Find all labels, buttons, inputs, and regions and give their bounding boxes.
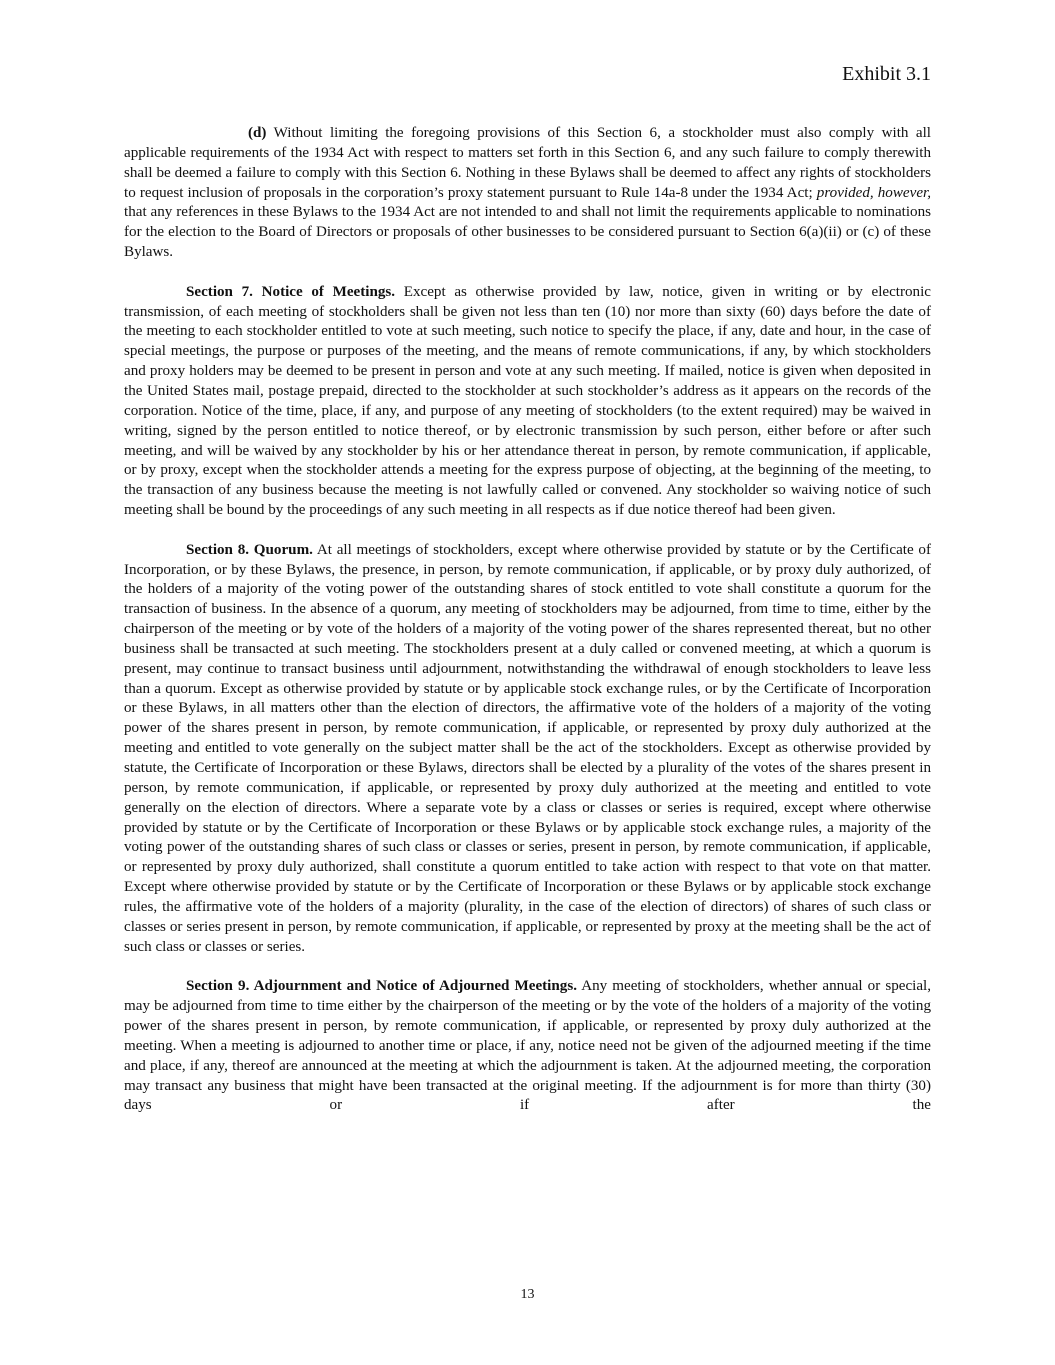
page-number: 13 bbox=[520, 1287, 535, 1302]
section-7-paragraph bbox=[124, 283, 931, 521]
paragraph-d-label: (d) bbox=[248, 125, 267, 141]
section-7-text: Except as otherwise provided by law, notice, given in writing or by electronic transmission, of each meeting of stockholders shall be given not less than ten (10) nor more than sixty (60) days before the date of the meeting to each stockholder entitled to vote at such meeting, such notice to specify the place, if any, date and hour, in the case of special meetings, the purpose or purposes of the meeting, and the means of remote communications, if any, by which stockholders and proxy holders may be deemed to be present in person and vote at any such meeting. If mailed, notice is given when deposited in the United States mail, postage prepaid, directed to the stockholder at such stockholder’s address as it appears on the records of the corporation. Notice of the time, place, if any, and purpose of any meeting of stockholders (to the extent required) may be waived in writing, signed by the person entitled to notice thereof, or by electronic transmission by such person, either before or after such meeting, and will be waived by any stockholder by his or her attendance thereat in person, by remote communication, if applicable, or by proxy, except when the stockholder attends a meeting for the express purpose of objecting, at the beginning of the meeting, to the transaction of any business because the meeting is not lawfully called or convened. Any stockholder so waiving notice of such meeting shall be bound by the proceedings of any such meeting in all respects as if due notice thereof had been given. bbox=[124, 283, 931, 519]
section-8-heading: Section 8. Quorum. bbox=[186, 541, 313, 558]
section-9-text: Any meeting of stockholders, whether annual or special, may be adjourned from time to time either by the chairperson of the meeting or by the vote of the holders of a majority of the voting power of the shares present in person, by remote communication, if applicable, or represented by proxy duly authorized at the meeting. When a meeting is adjourned to another time or place, if any, notice need not be given of the adjourned meeting if the time and place, if any, thereof are announced at the meeting at which the adjournment is taken. At the adjourned meeting, the corporation may transact any business that might have been transacted at the original meeting. If the adjournment is for more than thirty (30) days or if after the bbox=[124, 978, 931, 1114]
document-body bbox=[124, 124, 931, 1136]
section-8-text: At all meetings of stockholders, except where otherwise provided by statute or by the Certificate of Incorporation, or by these Bylaws, the presence, in person, by remote communication, if applicable, or by proxy duly authorized, of the holders of a majority of the voting power of the outstanding shares of stock entitled to vote shall constitute a quorum for the transaction of business. In the absence of a quorum, any meeting of stockholders may be adjourned, from time to time, either by the chairperson of the meeting or by vote of the holders of a majority of the voting power of the shares represented thereat, but no other business shall be transacted at such meeting. The stockholders present at a duly called or convened meeting, at which a quorum is present, may continue to transact business until adjournment, notwithstanding the withdrawal of enough stockholders to leave less than a quorum. Except as otherwise provided by statute or by applicable stock exchange rules, or by the Certificate of Incorporation or these Bylaws, in all matters other than the election of directors, the affirmative vote of the holders of a majority of the voting power of the shares present in person, by remote communication, if applicable, or represented by proxy duly authorized at the meeting and entitled to vote generally on the subject matter shall be the act of the stockholders. Except as otherwise provided by statute, the Certificate of Incorporation or these Bylaws, directors shall be elected by a plurality of the votes of the shares present in person, by remote communication, if applicable, or represented by proxy duly authorized at the meeting and entitled to vote generally on the election of directors. Where a separate vote by a class or classes or series is required, except where otherwise provided by statute or by the Certificate of Incorporation or these Bylaws or by applicable stock exchange rules, a majority of the voting power of the outstanding shares of such class or classes or series, present in person, by remote communication, if applicable, or represented by proxy duly authorized, shall constitute a quorum entitled to take action with respect to that vote on that matter. Except where otherwise provided by statute or by the Certificate of Incorporation or these Bylaws or by applicable stock exchange rules, the affirmative vote of the holders of a majority (plurality, in the case of the election of directors) of shares of such class or classes or series present in person, by remote communication, if applicable, or represented by proxy at the meeting shall be the act of such class or classes or series. bbox=[124, 541, 931, 955]
paragraph-d bbox=[124, 124, 931, 263]
section-9-paragraph bbox=[124, 977, 931, 1116]
exhibit-label: Exhibit 3.1 bbox=[842, 63, 931, 85]
paragraph-d-italic: provided, however, bbox=[816, 184, 931, 201]
section-7-heading: Section 7. Notice of Meetings. bbox=[186, 283, 396, 300]
section-9-heading: Section 9. Adjournment and Notice of Adjourned Meetings. bbox=[186, 978, 577, 995]
paragraph-d-text-2: that any references in these Bylaws to the 1934 Act are not intended to and shall not limit the requirements applicable to nominations for the election to the Board of Directors or proposals of other businesses to be considered pursuant to Section 6(a)(ii) or (c) of these Bylaws. bbox=[124, 204, 931, 261]
section-8-paragraph bbox=[124, 541, 931, 958]
paragraph-d-text-1: Without limiting the foregoing provisions of this Section 6, a stockholder must also comply with all applicable requirements of the 1934 Act with respect to matters set forth in this Section 6, and any such failure to comply therewith shall be deemed a failure to comply with this Section 6. Nothing in these Bylaws shall be deemed to affect any rights of stockholders to request inclusion of proposals in the corporation’s proxy statement pursuant to Rule 14a-8 under the 1934 Act; bbox=[124, 125, 931, 201]
